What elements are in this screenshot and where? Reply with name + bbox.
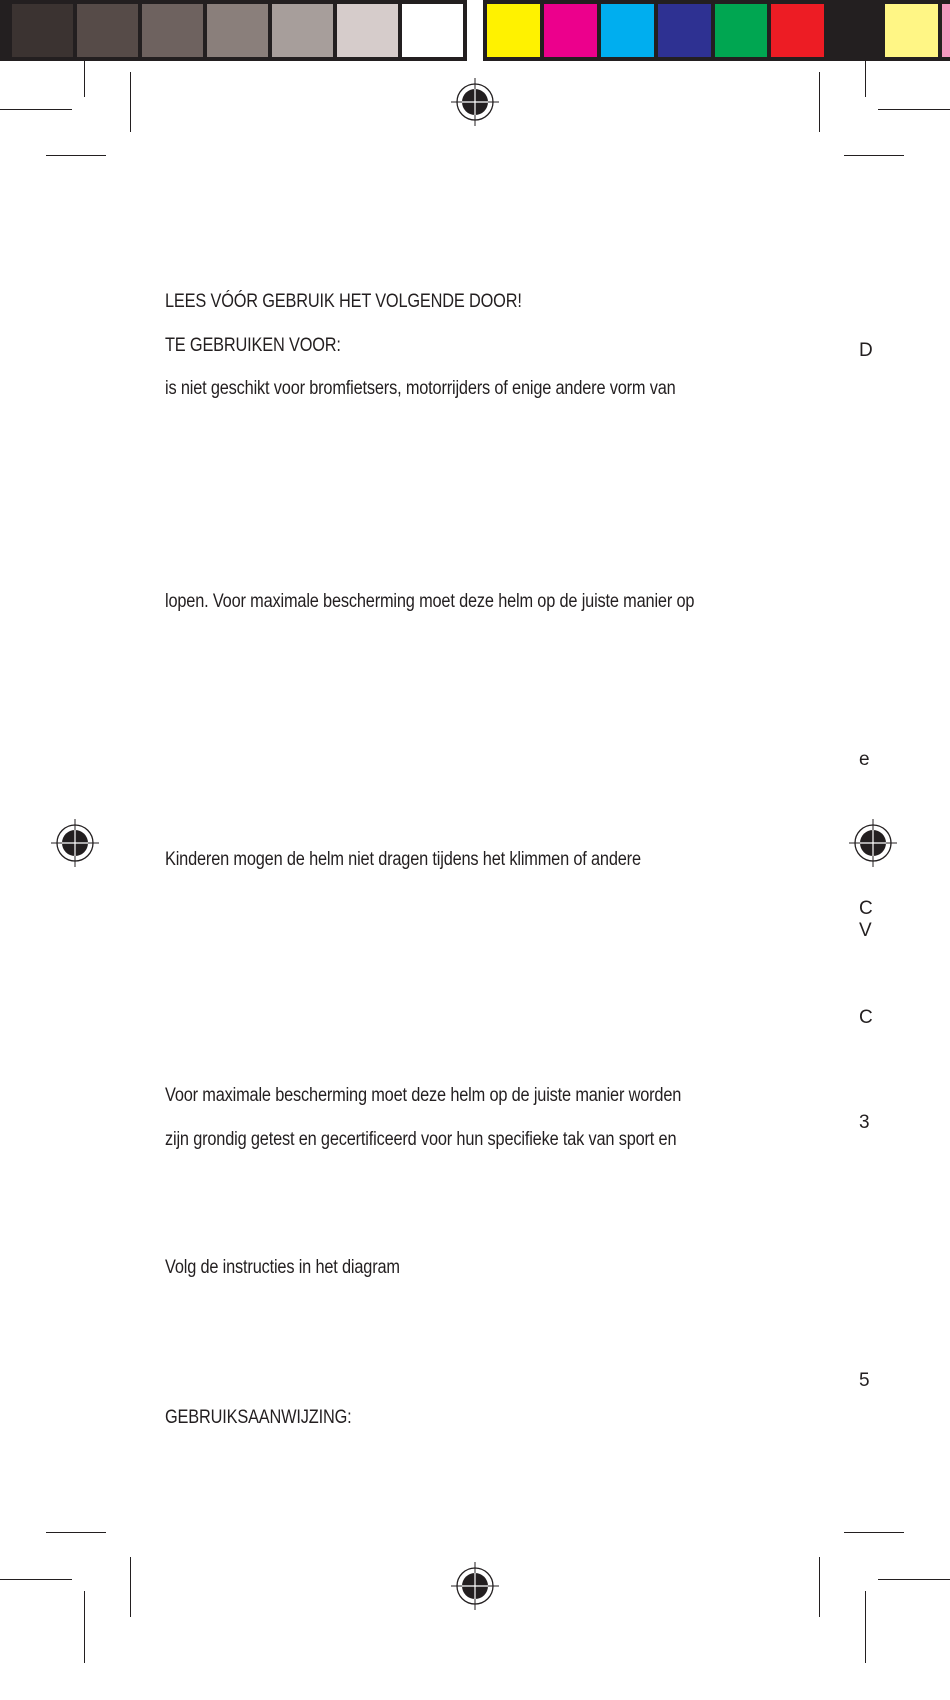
swatch-gray-2 — [77, 4, 138, 57]
swatch-cyan — [601, 4, 654, 57]
crop-mark-bottom-right-h1 — [878, 1579, 950, 1580]
edge-fragment: C — [859, 1007, 873, 1028]
grayscale-color-bar — [0, 0, 467, 61]
edge-fragment: 5 — [859, 1370, 870, 1391]
swatch-gray-6 — [337, 4, 398, 57]
text-line-maximum-protection-2: Voor maximale bescherming moet deze helm op de juiste manier worden — [165, 1085, 682, 1106]
swatch-blue — [658, 4, 711, 57]
swatch-gray-1 — [12, 4, 73, 57]
edge-fragment: V — [859, 920, 872, 941]
swatch-yellow — [487, 4, 540, 57]
crop-mark-bottom-right-outer — [865, 1591, 866, 1663]
registration-mark-left-icon — [51, 819, 99, 867]
crop-mark-top-right-h2 — [844, 155, 904, 156]
crop-mark-top-right-outer — [865, 61, 866, 97]
heading-instructions: GEBRUIKSAANWIJZING: — [165, 1407, 352, 1428]
text-line-follow-diagram: Volg de instructies in het diagram — [165, 1257, 400, 1278]
edge-fragment: C — [859, 898, 873, 919]
crop-mark-bottom-right-h2 — [844, 1532, 904, 1533]
crop-mark-top-left-h1 — [0, 109, 72, 110]
crop-mark-bottom-left-h1 — [0, 1579, 72, 1580]
text-line-maximum-protection-1: lopen. Voor maximale bescherming moet deze helm op de juiste manier op — [165, 591, 695, 612]
swatch-light-yellow — [885, 4, 938, 57]
registration-mark-right-icon — [849, 819, 897, 867]
crop-mark-top-left-h2 — [46, 155, 106, 156]
crop-mark-top-left-outer — [84, 61, 85, 97]
crop-mark-top-right-inner — [819, 72, 820, 132]
swatch-gray-3 — [142, 4, 203, 57]
swatch-gray-5 — [272, 4, 333, 57]
edge-fragment: 3 — [859, 1112, 870, 1133]
process-color-bar — [483, 0, 950, 61]
registration-mark-bottom-icon — [451, 1562, 499, 1610]
swatch-black — [0, 4, 8, 57]
swatch-white — [402, 4, 463, 57]
swatch-gray-4 — [207, 4, 268, 57]
edge-fragment: e — [859, 749, 870, 770]
crop-mark-bottom-right-inner — [819, 1557, 820, 1617]
crop-mark-top-right-h1 — [878, 109, 950, 110]
text-line-not-suitable: is niet geschikt voor bromfietsers, motorrijders of enige andere vorm van — [165, 378, 676, 399]
swatch-black-2 — [828, 4, 881, 57]
crop-mark-bottom-left-inner — [130, 1557, 131, 1617]
crop-mark-bottom-left-h2 — [46, 1532, 106, 1533]
swatch-magenta — [544, 4, 597, 57]
crop-mark-top-left-inner — [130, 72, 131, 132]
edge-fragment: D — [859, 340, 873, 361]
text-line-certified: zijn grondig getest en gecertificeerd voor hun specifieke tak van sport en — [165, 1129, 677, 1150]
swatch-pink — [942, 4, 950, 57]
heading-read-before-use: LEES VÓÓR GEBRUIK HET VOLGENDE DOOR! — [165, 291, 522, 312]
text-line-children-warning: Kinderen mogen de helm niet dragen tijdens het klimmen of andere — [165, 849, 641, 870]
swatch-red — [771, 4, 824, 57]
swatch-green — [715, 4, 768, 57]
heading-intended-use: TE GEBRUIKEN VOOR: — [165, 335, 341, 356]
registration-mark-top-icon — [451, 78, 499, 126]
crop-mark-bottom-left-outer — [84, 1591, 85, 1663]
